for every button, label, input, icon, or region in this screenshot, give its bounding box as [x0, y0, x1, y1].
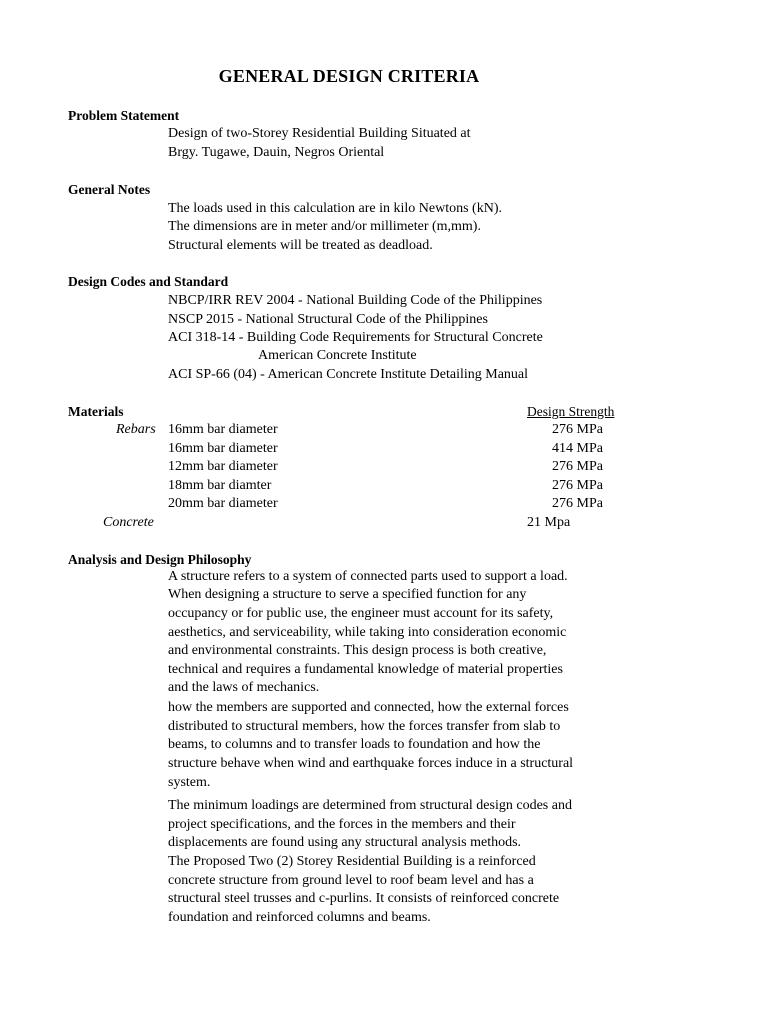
philosophy-line: system.	[168, 775, 211, 790]
philosophy-line: structure behave when wind and earthquake forces induce in a structural	[168, 756, 574, 771]
philosophy-heading: Analysis and Design Philosophy	[68, 552, 252, 567]
design-code-line: NBCP/IRR REV 2004 - National Building Code of the Philippines	[168, 293, 543, 308]
design-code-line: American Concrete Institute	[258, 348, 417, 363]
philosophy-line: foundation and reinforced columns and beams.	[168, 910, 431, 925]
philosophy-line: project specifications, and the forces in the members and their	[168, 817, 516, 832]
rebars-label: Rebars	[116, 422, 156, 437]
rebar-name: 16mm bar diameter	[168, 441, 278, 456]
philosophy-line: The Proposed Two (2) Storey Residential Building is a reinforced	[168, 854, 536, 869]
design-code-line: ACI 318-14 - Building Code Requirements for Structural Concrete	[168, 330, 543, 345]
problem-statement-line: Design of two-Storey Residential Building Situated at	[168, 126, 471, 141]
design-codes-heading: Design Codes and Standard	[68, 274, 229, 289]
page-title: GENERAL DESIGN CRITERIA	[218, 66, 480, 86]
concrete-strength: 21 Mpa	[527, 515, 571, 530]
design-code-line: NSCP 2015 - National Structural Code of the Philippines	[168, 312, 488, 327]
general-notes-heading: General Notes	[68, 182, 151, 197]
philosophy-line: displacements are found using any structural analysis methods.	[168, 835, 522, 850]
concrete-label: Concrete	[103, 515, 154, 530]
philosophy-line: and the laws of mechanics.	[168, 680, 320, 695]
philosophy-line: distributed to structural members, how the forces transfer from slab to	[168, 719, 561, 734]
rebar-strength: 414 MPa	[552, 441, 603, 456]
design-code-line: ACI SP-66 (04) - American Concrete Institute Detailing Manual	[168, 367, 529, 382]
philosophy-line: When designing a structure to serve a specified function for any	[168, 587, 527, 602]
rebar-strength: 276 MPa	[552, 459, 603, 474]
rebar-name: 12mm bar diameter	[168, 459, 278, 474]
rebar-strength: 276 MPa	[552, 496, 603, 511]
philosophy-line: aesthetics, and serviceability, while taking into consideration economic	[168, 625, 567, 640]
philosophy-line: concrete structure from ground level to roof beam level and has a	[168, 873, 534, 888]
philosophy-line: technical and requires a fundamental knowledge of material properties	[168, 662, 563, 677]
philosophy-line: The minimum loadings are determined from structural design codes and	[168, 798, 572, 813]
philosophy-line: and environmental constraints. This design process is both creative,	[168, 643, 547, 658]
rebar-name: 20mm bar diameter	[168, 496, 278, 511]
philosophy-line: beams, to columns and to transfer loads to foundation and how the	[168, 737, 541, 752]
general-notes-line: The loads used in this calculation are in kilo Newtons (kN).	[168, 201, 502, 216]
problem-statement-line: Brgy. Tugawe, Dauin, Negros Oriental	[168, 145, 385, 160]
philosophy-line: A structure refers to a system of connected parts used to support a load.	[168, 569, 568, 584]
rebar-name: 16mm bar diameter	[168, 422, 278, 437]
general-notes-line: Structural elements will be treated as deadload.	[168, 238, 433, 253]
problem-statement-heading: Problem Statement	[68, 108, 180, 123]
philosophy-line: occupancy or for public use, the engineer must account for its safety,	[168, 606, 554, 621]
rebar-strength: 276 MPa	[552, 422, 603, 437]
materials-heading: Materials	[68, 404, 124, 419]
general-notes-line: The dimensions are in meter and/or millimeter (m,mm).	[168, 219, 481, 234]
design-strength-header: Design Strength	[527, 404, 615, 419]
philosophy-line: structural steel trusses and c-purlins. It consists of reinforced concrete	[168, 891, 560, 906]
philosophy-line: how the members are supported and connected, how the external forces	[168, 700, 569, 715]
rebar-strength: 276 MPa	[552, 478, 603, 493]
rebar-name: 18mm bar diamter	[168, 478, 272, 493]
